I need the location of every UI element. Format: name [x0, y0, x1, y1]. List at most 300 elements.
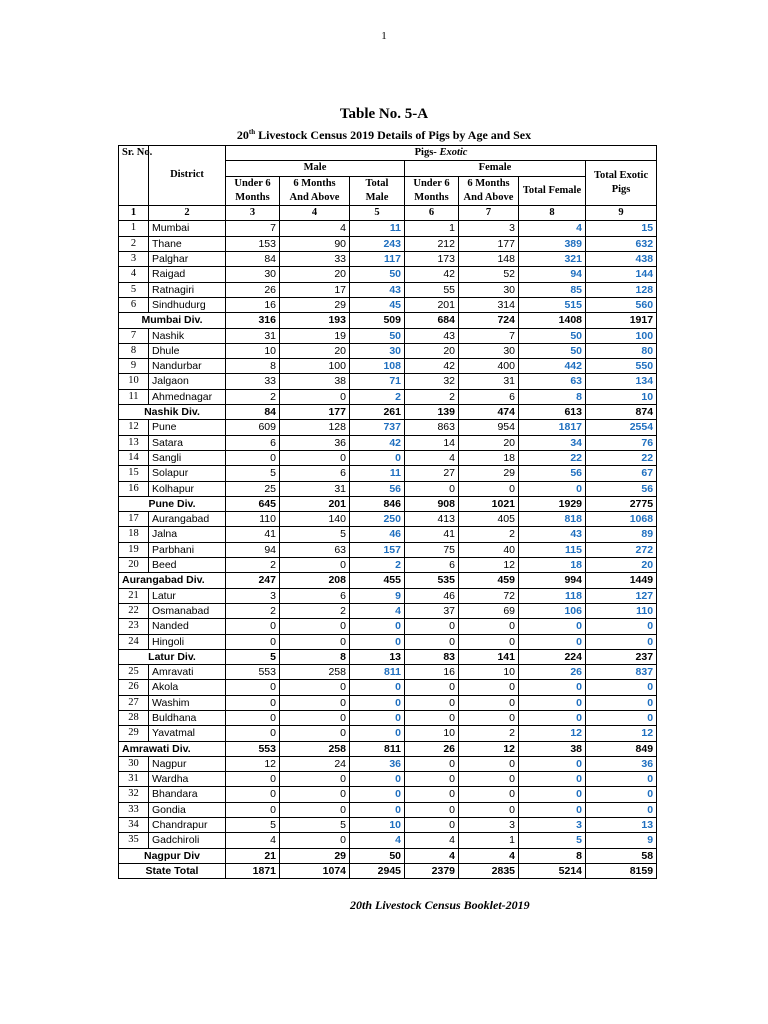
table-row: [119, 542, 657, 557]
value-cell: 509: [350, 313, 405, 328]
table-row: [119, 420, 657, 435]
value-cell: 2: [226, 389, 280, 404]
district-name-cell: Sangli: [149, 450, 226, 465]
division-total-row: [119, 313, 657, 328]
value-cell: 0: [459, 802, 519, 817]
value-cell: 515: [519, 297, 586, 312]
value-cell: 108: [350, 359, 405, 374]
district-name-cell: Pune: [149, 420, 226, 435]
sr-no-cell: 28: [119, 710, 149, 725]
value-cell: 2: [459, 726, 519, 741]
value-cell: 50: [350, 328, 405, 343]
table-row: [119, 833, 657, 848]
value-cell: 4: [350, 833, 405, 848]
value-cell: 41: [405, 527, 459, 542]
value-cell: 405: [459, 512, 519, 527]
booklet-footer: 20th Livestock Census Booklet-2019: [350, 898, 530, 912]
value-cell: 258: [280, 665, 350, 680]
value-cell: 0: [280, 619, 350, 634]
sr-no-cell: 10: [119, 374, 149, 389]
district-name-cell: Jalna: [149, 527, 226, 542]
sr-no-cell: 30: [119, 756, 149, 771]
value-cell: 0: [459, 710, 519, 725]
value-cell: 36: [350, 756, 405, 771]
value-cell: 1917: [586, 313, 657, 328]
value-cell: 83: [405, 649, 459, 664]
table-row: [119, 389, 657, 404]
col-number: 6: [405, 206, 459, 221]
value-cell: 6: [226, 435, 280, 450]
value-cell: 4: [226, 833, 280, 848]
value-cell: 0: [350, 450, 405, 465]
value-cell: 0: [405, 787, 459, 802]
value-cell: 10: [459, 665, 519, 680]
header-male: Male: [226, 161, 405, 176]
table-body: [119, 221, 657, 879]
value-cell: 0: [459, 787, 519, 802]
value-cell: 0: [459, 772, 519, 787]
value-cell: 0: [519, 787, 586, 802]
table-subtitle: [0, 128, 768, 143]
district-name-cell: Beed: [149, 558, 226, 573]
district-name-cell: Washim: [149, 695, 226, 710]
value-cell: 553: [226, 665, 280, 680]
state-total-label: State Total: [119, 863, 226, 878]
district-name-cell: Osmanabad: [149, 603, 226, 618]
value-cell: 7: [459, 328, 519, 343]
col-number: 2: [149, 206, 226, 221]
value-cell: 0: [519, 619, 586, 634]
value-cell: 21: [226, 848, 280, 863]
value-cell: 29: [280, 848, 350, 863]
value-cell: 29: [280, 297, 350, 312]
value-cell: 4: [459, 848, 519, 863]
col-number: 1: [119, 206, 149, 221]
value-cell: 31: [226, 328, 280, 343]
value-cell: 4: [405, 833, 459, 848]
value-cell: 8: [280, 649, 350, 664]
value-cell: 12: [226, 756, 280, 771]
value-cell: 474: [459, 405, 519, 420]
value-cell: 69: [459, 603, 519, 618]
district-name-cell: Gondia: [149, 802, 226, 817]
header-pigs-prefix: Pigs-: [414, 147, 440, 158]
district-name-cell: Aurangabad: [149, 512, 226, 527]
sr-no-cell: 26: [119, 680, 149, 695]
header-pigs-type: Exotic: [439, 147, 468, 158]
col-number: 4: [280, 206, 350, 221]
value-cell: 46: [350, 527, 405, 542]
value-cell: 550: [586, 359, 657, 374]
value-cell: 128: [586, 282, 657, 297]
value-cell: 20: [459, 435, 519, 450]
district-name-cell: Latur: [149, 588, 226, 603]
value-cell: 2: [226, 558, 280, 573]
district-name-cell: Ratnagiri: [149, 282, 226, 297]
value-cell: 994: [519, 573, 586, 588]
value-cell: 553: [226, 741, 280, 756]
value-cell: 117: [350, 252, 405, 267]
table-title: Table No. 5-A: [339, 106, 429, 122]
sr-no-cell: 14: [119, 450, 149, 465]
value-cell: 389: [519, 236, 586, 251]
sr-no-cell: 20: [119, 558, 149, 573]
value-cell: 613: [519, 405, 586, 420]
value-cell: 89: [586, 527, 657, 542]
value-cell: 2379: [405, 863, 459, 878]
value-cell: 15: [586, 221, 657, 236]
value-cell: 12: [586, 726, 657, 741]
value-cell: 2: [459, 527, 519, 542]
district-name-cell: Solapur: [149, 466, 226, 481]
value-cell: 0: [280, 802, 350, 817]
table-row: [119, 435, 657, 450]
value-cell: 75: [405, 542, 459, 557]
value-cell: 118: [519, 588, 586, 603]
sr-no-cell: 16: [119, 481, 149, 496]
table-row: [119, 252, 657, 267]
value-cell: 84: [226, 252, 280, 267]
value-cell: 56: [519, 466, 586, 481]
value-cell: 30: [226, 267, 280, 282]
value-cell: 438: [586, 252, 657, 267]
value-cell: 0: [405, 756, 459, 771]
value-cell: 1871: [226, 863, 280, 878]
value-cell: 63: [519, 374, 586, 389]
value-cell: 8: [519, 848, 586, 863]
value-cell: 954: [459, 420, 519, 435]
value-cell: 5: [280, 527, 350, 542]
value-cell: 134: [586, 374, 657, 389]
sr-no-cell: 21: [119, 588, 149, 603]
value-cell: 846: [350, 496, 405, 511]
value-cell: 25: [226, 481, 280, 496]
value-cell: 0: [350, 772, 405, 787]
value-cell: 43: [405, 328, 459, 343]
value-cell: 0: [350, 710, 405, 725]
value-cell: 84: [226, 405, 280, 420]
value-cell: 26: [405, 741, 459, 756]
value-cell: 0: [280, 680, 350, 695]
district-name-cell: Nanded: [149, 619, 226, 634]
value-cell: 724: [459, 313, 519, 328]
district-name-cell: Amravati: [149, 665, 226, 680]
value-cell: 0: [350, 787, 405, 802]
value-cell: 36: [586, 756, 657, 771]
value-cell: 0: [586, 710, 657, 725]
table-row: [119, 695, 657, 710]
table-row: [119, 328, 657, 343]
value-cell: 106: [519, 603, 586, 618]
value-cell: 1074: [280, 863, 350, 878]
division-name-cell: Aurangabad Div.: [119, 573, 226, 588]
value-cell: 1068: [586, 512, 657, 527]
value-cell: 144: [586, 267, 657, 282]
value-cell: 128: [280, 420, 350, 435]
value-cell: 0: [226, 634, 280, 649]
value-cell: 201: [405, 297, 459, 312]
value-cell: 684: [405, 313, 459, 328]
value-cell: 3: [519, 818, 586, 833]
value-cell: 16: [405, 665, 459, 680]
district-name-cell: Mumbai: [149, 221, 226, 236]
value-cell: 5: [280, 818, 350, 833]
value-cell: 7: [226, 221, 280, 236]
sr-no-cell: 11: [119, 389, 149, 404]
value-cell: 811: [350, 665, 405, 680]
col-number: 9: [586, 206, 657, 221]
value-cell: 100: [586, 328, 657, 343]
header-male-6months: 6 Months And Above: [280, 176, 350, 206]
value-cell: 42: [350, 435, 405, 450]
value-cell: 56: [586, 481, 657, 496]
value-cell: 30: [459, 282, 519, 297]
value-cell: 17: [280, 282, 350, 297]
value-cell: 115: [519, 542, 586, 557]
value-cell: 874: [586, 405, 657, 420]
value-cell: 6: [280, 588, 350, 603]
value-cell: 153: [226, 236, 280, 251]
value-cell: 33: [280, 252, 350, 267]
value-cell: 2775: [586, 496, 657, 511]
value-cell: 0: [459, 634, 519, 649]
value-cell: 85: [519, 282, 586, 297]
value-cell: 0: [280, 787, 350, 802]
value-cell: 31: [459, 374, 519, 389]
table-row: [119, 221, 657, 236]
value-cell: 20: [280, 267, 350, 282]
sr-no-cell: 2: [119, 236, 149, 251]
value-cell: 22: [519, 450, 586, 465]
value-cell: 55: [405, 282, 459, 297]
value-cell: 0: [405, 481, 459, 496]
value-cell: 6: [280, 466, 350, 481]
district-name-cell: Raigad: [149, 267, 226, 282]
sr-no-cell: 8: [119, 343, 149, 358]
table-row: [119, 527, 657, 542]
value-cell: 5: [226, 818, 280, 833]
value-cell: 94: [519, 267, 586, 282]
value-cell: 1929: [519, 496, 586, 511]
value-cell: 0: [226, 680, 280, 695]
sr-no-cell: 12: [119, 420, 149, 435]
value-cell: 90: [280, 236, 350, 251]
value-cell: 0: [405, 772, 459, 787]
value-cell: 1408: [519, 313, 586, 328]
value-cell: 0: [519, 634, 586, 649]
sr-no-cell: 13: [119, 435, 149, 450]
value-cell: 0: [226, 802, 280, 817]
value-cell: 1: [405, 221, 459, 236]
value-cell: 3: [459, 818, 519, 833]
header-female: Female: [405, 161, 586, 176]
value-cell: 0: [405, 710, 459, 725]
value-cell: 0: [519, 772, 586, 787]
sr-no-cell: 24: [119, 634, 149, 649]
sr-no-cell: 18: [119, 527, 149, 542]
value-cell: 37: [405, 603, 459, 618]
value-cell: 4: [405, 848, 459, 863]
value-cell: 26: [519, 665, 586, 680]
value-cell: 2: [226, 603, 280, 618]
division-total-row: [119, 405, 657, 420]
value-cell: 737: [350, 420, 405, 435]
value-cell: 258: [280, 741, 350, 756]
table-row: [119, 282, 657, 297]
sr-no-cell: 23: [119, 619, 149, 634]
sr-no-cell: 15: [119, 466, 149, 481]
division-name-cell: Nagpur Div: [119, 848, 226, 863]
value-cell: 50: [350, 267, 405, 282]
district-name-cell: Nashik: [149, 328, 226, 343]
value-cell: 0: [226, 787, 280, 802]
header-male-under6: Under 6 Months: [226, 176, 280, 206]
district-name-cell: Wardha: [149, 772, 226, 787]
division-total-row: [119, 741, 657, 756]
value-cell: 0: [586, 772, 657, 787]
value-cell: 0: [519, 802, 586, 817]
value-cell: 2945: [350, 863, 405, 878]
value-cell: 30: [459, 343, 519, 358]
value-cell: 400: [459, 359, 519, 374]
value-cell: 31: [280, 481, 350, 496]
sr-no-cell: 25: [119, 665, 149, 680]
value-cell: 0: [519, 710, 586, 725]
subtitle-prefix: 20: [236, 128, 249, 142]
district-name-cell: Nagpur: [149, 756, 226, 771]
value-cell: 908: [405, 496, 459, 511]
value-cell: 110: [226, 512, 280, 527]
value-cell: 11: [350, 466, 405, 481]
value-cell: 413: [405, 512, 459, 527]
district-name-cell: Bhandara: [149, 787, 226, 802]
value-cell: 4: [280, 221, 350, 236]
value-cell: 0: [226, 726, 280, 741]
value-cell: 13: [350, 649, 405, 664]
value-cell: 193: [280, 313, 350, 328]
value-cell: 12: [519, 726, 586, 741]
district-name-cell: Thane: [149, 236, 226, 251]
value-cell: 0: [280, 726, 350, 741]
sr-no-cell: 3: [119, 252, 149, 267]
subtitle-rest: Livestock Census 2019 Details of Pigs by Age and Sex: [255, 128, 532, 142]
value-cell: 0: [280, 450, 350, 465]
value-cell: 1817: [519, 420, 586, 435]
value-cell: 2835: [459, 863, 519, 878]
table-row: [119, 297, 657, 312]
value-cell: 140: [280, 512, 350, 527]
value-cell: 18: [519, 558, 586, 573]
value-cell: 0: [226, 772, 280, 787]
value-cell: 6: [459, 389, 519, 404]
district-name-cell: Akola: [149, 680, 226, 695]
value-cell: 0: [350, 634, 405, 649]
table-row: [119, 267, 657, 282]
value-cell: 67: [586, 466, 657, 481]
value-cell: 50: [350, 848, 405, 863]
value-cell: 10: [226, 343, 280, 358]
value-cell: 43: [350, 282, 405, 297]
value-cell: 9: [586, 833, 657, 848]
district-name-cell: Kolhapur: [149, 481, 226, 496]
value-cell: 321: [519, 252, 586, 267]
sr-no-cell: 34: [119, 818, 149, 833]
value-cell: 4: [519, 221, 586, 236]
value-cell: 212: [405, 236, 459, 251]
value-cell: 20: [586, 558, 657, 573]
sr-no-cell: 17: [119, 512, 149, 527]
value-cell: 0: [405, 619, 459, 634]
district-name-cell: Satara: [149, 435, 226, 450]
table-row: [119, 236, 657, 251]
value-cell: 56: [350, 481, 405, 496]
value-cell: 11: [350, 221, 405, 236]
table-row: [119, 619, 657, 634]
value-cell: 58: [586, 848, 657, 863]
value-cell: 141: [459, 649, 519, 664]
value-cell: 18: [459, 450, 519, 465]
header-sr-no: Sr. No.: [119, 146, 149, 206]
value-cell: 0: [350, 726, 405, 741]
value-cell: 42: [405, 267, 459, 282]
table-row: [119, 756, 657, 771]
value-cell: 0: [586, 802, 657, 817]
value-cell: 1449: [586, 573, 657, 588]
sr-no-cell: 1: [119, 221, 149, 236]
value-cell: 237: [586, 649, 657, 664]
value-cell: 0: [280, 833, 350, 848]
value-cell: 36: [280, 435, 350, 450]
value-cell: 0: [280, 558, 350, 573]
value-cell: 40: [459, 542, 519, 557]
subtitle-superscript: th: [248, 128, 256, 136]
value-cell: 12: [459, 741, 519, 756]
value-cell: 5: [226, 466, 280, 481]
value-cell: 4: [350, 603, 405, 618]
state-total-row: [119, 863, 657, 878]
value-cell: 0: [280, 772, 350, 787]
district-name-cell: Palghar: [149, 252, 226, 267]
value-cell: 0: [586, 695, 657, 710]
table-row: [119, 588, 657, 603]
value-cell: 27: [405, 466, 459, 481]
table-row: [119, 466, 657, 481]
value-cell: 0: [519, 756, 586, 771]
value-cell: 9: [350, 588, 405, 603]
table-row: [119, 665, 657, 680]
value-cell: 247: [226, 573, 280, 588]
value-cell: 42: [405, 359, 459, 374]
table-row: [119, 343, 657, 358]
value-cell: 535: [405, 573, 459, 588]
district-name-cell: Sindhudurg: [149, 297, 226, 312]
division-total-row: [119, 573, 657, 588]
value-cell: 80: [586, 343, 657, 358]
value-cell: 10: [350, 818, 405, 833]
value-cell: 0: [459, 695, 519, 710]
value-cell: 20: [280, 343, 350, 358]
value-cell: 26: [226, 282, 280, 297]
table-row: [119, 374, 657, 389]
value-cell: 94: [226, 542, 280, 557]
value-cell: 818: [519, 512, 586, 527]
value-cell: 632: [586, 236, 657, 251]
value-cell: 261: [350, 405, 405, 420]
district-name-cell: Parbhani: [149, 542, 226, 557]
value-cell: 157: [350, 542, 405, 557]
value-cell: 316: [226, 313, 280, 328]
value-cell: 0: [226, 695, 280, 710]
